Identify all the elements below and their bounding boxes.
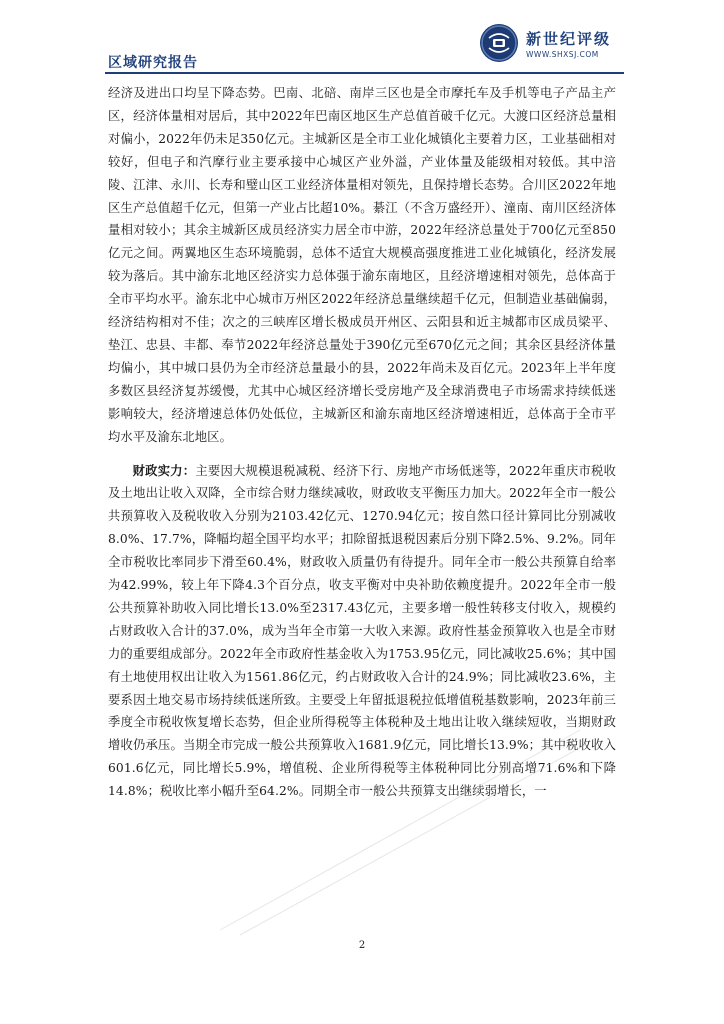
report-body — [108, 82, 616, 803]
page-number: 2 — [358, 940, 366, 951]
logo-emblem-graphic — [480, 24, 518, 62]
report-section-title: 区域研究报告 — [108, 55, 198, 71]
fiscal-strength-heading: 财政实力： — [132, 462, 196, 478]
header-divider — [105, 72, 624, 74]
logo-company-name: 新世纪评级 — [526, 30, 612, 48]
fiscal-strength-paragraph — [108, 460, 616, 804]
logo-website-url: WWW.SHXSJ.COM — [526, 50, 599, 59]
economy-paragraph: 经济及进出口均呈下降态势。巴南、北碚、南岸三区也是全市摩托车及手机等电子产品主产区，经济体量相对居后，其中2022年巴南区地区生产总值首破千亿元。大渡口区经济总量相对偏小，2022年仍未足350亿元。主城新区是全市工业化城镇化主要着力区，工业基础相对较好，但电子和汽摩行业主要承接中心城区产业外溢，产业体量及能级相对较低。其中涪陵、江津、永川、长寿和璧山区工业经济体量相对领先，且保持增长态势。合川区2022年地区生产总值超千亿元，但第一产业占比超10%。綦江（不含万盛经开）、潼南、南川区经济体量相对较小；其余主城新区成员经济实力居全市中游，2022年经济总量处于700亿元至850亿元之间。两翼地区生态环境脆弱，总体不适宜大规模高强度推进工业化城镇化，经济发展较为落后。其中渝东北地区经济实力总体强于渝东南地区，且经济增速相对领先，总体高于全市平均水平。渝东北中心城市万州区2022年经济总量继续超千亿元，但制造业基础偏弱，经济结构相对不佳；次之的三峡库区增长极成员开州区、云阳县和近主城都市区成员梁平、垫江、忠县、丰都、奉节2022年经济总量处于390亿元至670亿元之间；其余区县经济体量均偏小，其中城口县仍为全市经济总量最小的县，2022年尚未及百亿元。2023年上半年度多数区县经济复苏缓慢，尤其中心城区经济增长受房地产及全球消费电子市场需求持续低迷影响较大，经济增速总体仍处低位，主城新区和渝东南地区经济增速相近，总体高于全市平均水平及渝东北地区。 — [108, 86, 616, 444]
fiscal-strength-text: 主要因大规模退税减税、经济下行、房地产市场低迷等，2022年重庆市税收及土地出让收入双降，全市综合财力继续减收，财政收支平衡压力加大。2022年全市一般公共预算收入及税收收入分别为2103.42亿元、1270.94亿元；按自然口径计算同比分别减收8.0%、17.7%，降幅均超全国平均水平；扣除留抵退税因素后分别下降2.5%、9.2%。同年全市税收比率同步下滑至60.4%，财政收入质量仍有待提升。同年全市一般公共预算自给率为42.99%，较上年下降4.3个百分点，收支平衡对中央补助依赖度提升。2022年全市一般公共预算补助收入同比增长13.0%至2317.43亿元，主要多增一般性转移支付收入，规模约占财政收入合计的37.0%，成为当年全市第一大收入来源。政府性基金预算收入也是全市财力的重要组成部分。2022年全市政府性基金收入为1753.95亿元，同比减收25.6%；其中国有土地使用权出让收入为1561.86亿元，约占财政收入合计的24.9%；同比减收23.6%，主要系因土地交易市场持续低迷所致。主要受上年留抵退税拉低增值税基数影响，2023年前三季度全市税收恢复增长态势，但企业所得税等主体税种及土地出让收入继续短收，当期财政增收仍承压。当期全市完成一般公共预算收入1681.9亿元，同比增长13.9%；其中税收收入601.6亿元，同比增长5.9%，增值税、企业所得税等主体税种同比分别高增71.6%和下降14.8%；税收比率小幅升至64.2%。同期全市一般公共预算支出继续弱增长，一 — [108, 463, 616, 799]
logo-emblem-icon — [480, 24, 518, 62]
company-logo — [480, 24, 630, 68]
